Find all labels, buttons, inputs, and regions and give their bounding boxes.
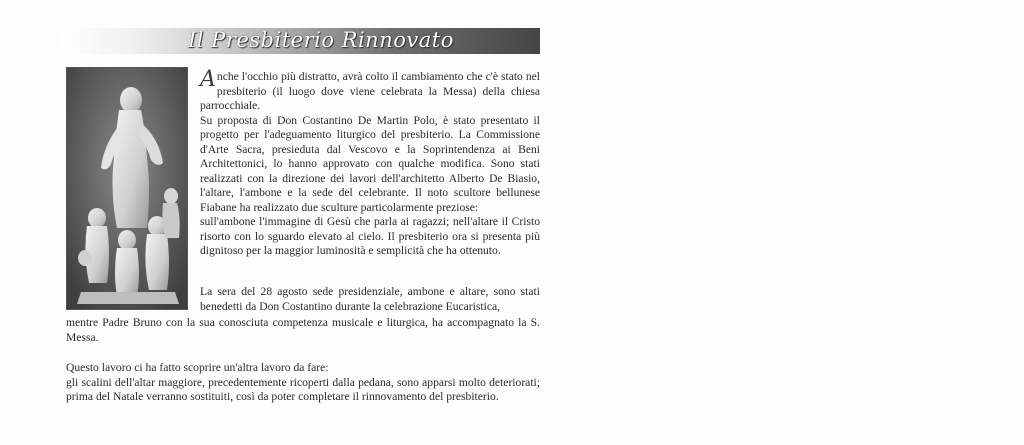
paragraph-5b: gli scalini dell'altar maggiore, precedentemente ricoperti dalla pedana, sono apparsi molto deteriorati; prima del Natale verranno sostituiti, così da poter completare il rinnovamento del presbiterio. <box>66 375 540 403</box>
paragraph-4b: mentre Padre Bruno con la sua conosciuta competenza musicale e liturgica, ha accompagnato la S. Messa. <box>66 316 540 344</box>
title-banner <box>60 28 540 54</box>
paragraph-3: sull'ambone l'immagine di Gesù che parla ai ragazzi; nell'altare il Cristo risorto con lo sguardo elevato al cielo. Il presbiterio ora si presenta più dignitoso per la maggior luminosità e semplicità che ha ottenuto. <box>200 215 540 257</box>
page-title: Il Presbiterio Rinnovato <box>188 28 454 52</box>
paragraph-4-end <box>66 316 540 345</box>
paragraph-4a: La sera del 28 agosto sede presidenziale, ambone e altare, sono stati benedetti da Don Costantino durante la celebrazione Eucaristica, <box>200 285 540 313</box>
sculpture-image <box>67 68 187 309</box>
paragraph-5 <box>66 361 540 405</box>
sculpture-photo <box>66 67 188 310</box>
paragraph-1-text: nche l'occhio più distratto, avrà colto il cambiamento che c'è stato nel presbiterio (il luogo dove viene celebrata la Messa) della chiesa parrocchiale. <box>200 70 540 112</box>
drop-cap: A <box>200 67 216 92</box>
paragraph-1 <box>200 67 540 114</box>
paragraph-5a: Questo lavoro ci ha fatto scoprire un'altra lavoro da fare: <box>66 361 329 374</box>
paragraph-4-start <box>200 285 540 314</box>
article-intro <box>200 67 540 259</box>
paragraph-2: Su proposta di Don Costantino De Martin Polo, è stato presentato il progetto per l'adeguamento liturgico del presbiterio. La Commissione d'Arte Sacra, presieduta dal Vescovo e la Soprintendenza ai Beni Architettonici, lo hanno approvato con qualche modifica. Sono stati realizzati con la direzione dei lavori dell'architetto Alberto De Biasio, l'altare, l'ambone e la sede del celebrante. Il noto scultore bellunese Fiabane ha realizzato due sculture particolarmente preziose: <box>200 113 540 214</box>
